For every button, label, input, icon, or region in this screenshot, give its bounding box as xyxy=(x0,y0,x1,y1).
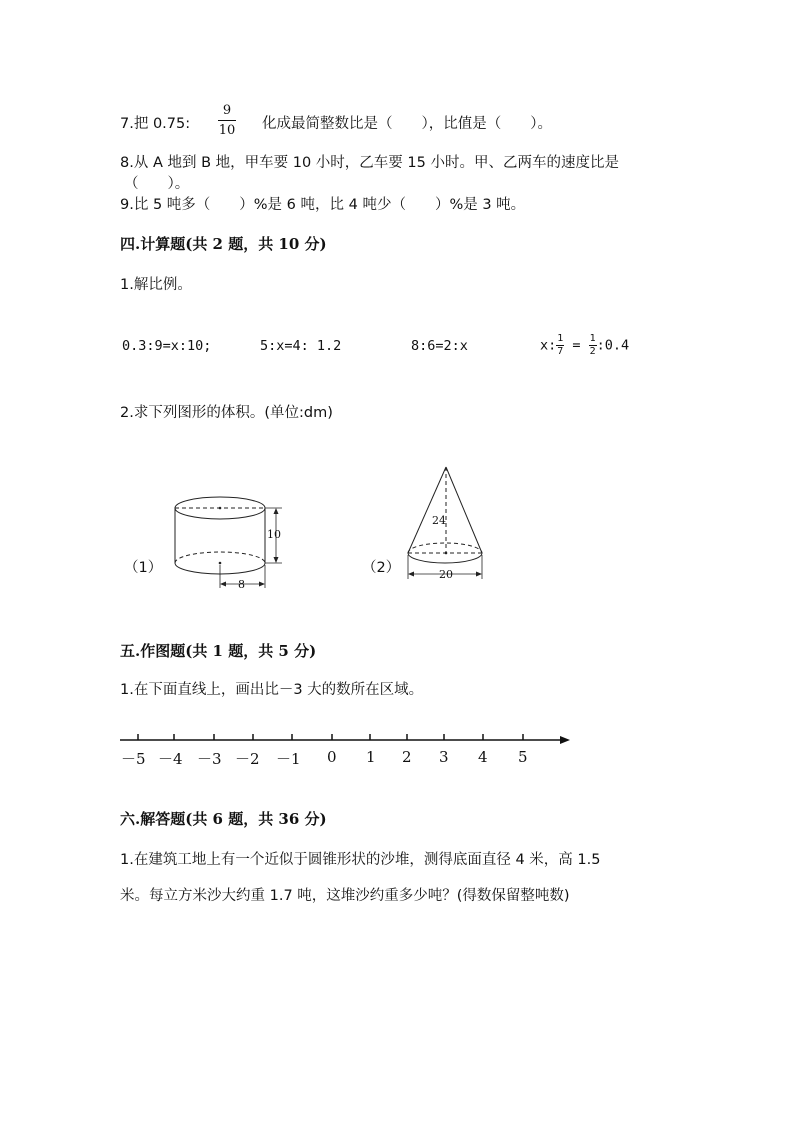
eq4-part-b: :0.4 xyxy=(596,337,630,354)
q7-fraction-numerator: 9 xyxy=(222,103,232,118)
eq4-fraction-1-num: 1 xyxy=(557,333,564,344)
q7-text-b: 化成最简整数比是（ ），比值是（ ）。 xyxy=(262,116,552,132)
figure1-label: （1） xyxy=(124,560,163,576)
figure2-label: （2） xyxy=(362,560,401,576)
cone-diameter-label: 20 xyxy=(439,568,453,581)
section4-q1: 1.解比例。 xyxy=(120,277,192,293)
cone-figure xyxy=(400,462,492,582)
section5-heading: 五.作图题(共 1 题，共 5 分) xyxy=(120,642,317,660)
section6-heading: 六.解答题(共 6 题，共 36 分) xyxy=(120,810,327,828)
cylinder-diameter-label: 8 xyxy=(238,578,245,591)
tick-label: 3 xyxy=(439,748,449,766)
tick-label: －5 xyxy=(121,750,146,768)
fraction-bar xyxy=(218,120,236,121)
tick-label: 1 xyxy=(366,748,376,766)
eq4-fraction-2 xyxy=(589,334,597,357)
q8-line1: 8.从 A 地到 B 地，甲车要 10 小时，乙车要 15 小时。甲、乙两车的速度比是 xyxy=(120,155,619,171)
section6-q1-line2: 米。每立方米沙大约重 1.7 吨，这堆沙约重多少吨？(得数保留整吨数) xyxy=(120,888,570,904)
eq4-fraction-2-num: 1 xyxy=(589,333,596,344)
q9-text: 9.比 5 吨多（ ）%是 6 吨，比 4 吨少（ ）%是 3 吨。 xyxy=(120,197,526,213)
equation-3: 8:6=2:x xyxy=(411,338,468,354)
cylinder-height-label: 10 xyxy=(267,528,281,541)
q8-line2: （ ）。 xyxy=(124,176,190,192)
number-line xyxy=(118,730,574,750)
equation-4 xyxy=(540,334,629,357)
section5-q1: 1.在下面直线上，画出比－3 大的数所在区域。 xyxy=(120,682,424,698)
section6-q1-line1: 1.在建筑工地上有一个近似于圆锥形状的沙堆，测得底面直径 4 米，高 1.5 xyxy=(120,852,601,868)
q7-fraction xyxy=(218,103,236,138)
eq4-equals: = xyxy=(564,337,589,354)
tick-label: 0 xyxy=(327,748,337,766)
cone-height-label: 24 xyxy=(432,514,446,527)
tick-label: 5 xyxy=(518,748,528,766)
tick-label: －1 xyxy=(276,750,301,768)
tick-label: －2 xyxy=(235,750,260,768)
q7-text-a: 7.把 0.75: xyxy=(120,116,191,132)
tick-label: －4 xyxy=(158,750,183,768)
equation-2: 5:x=4: 1.2 xyxy=(260,338,342,354)
q7-fraction-denominator: 10 xyxy=(218,123,236,138)
section4-q2: 2.求下列图形的体积。(单位:dm) xyxy=(120,405,333,421)
tick-label: 2 xyxy=(402,748,412,766)
eq4-part-a: x: xyxy=(540,337,557,354)
tick-label: －3 xyxy=(197,750,222,768)
tick-label: 4 xyxy=(478,748,488,766)
eq4-fraction-1-den: 7 xyxy=(557,346,564,357)
equation-1: 0.3:9=x:10; xyxy=(122,338,212,354)
section4-heading: 四.计算题(共 2 题，共 10 分) xyxy=(120,235,327,253)
cylinder-figure xyxy=(160,480,290,592)
eq4-fraction-2-den: 2 xyxy=(589,346,596,357)
